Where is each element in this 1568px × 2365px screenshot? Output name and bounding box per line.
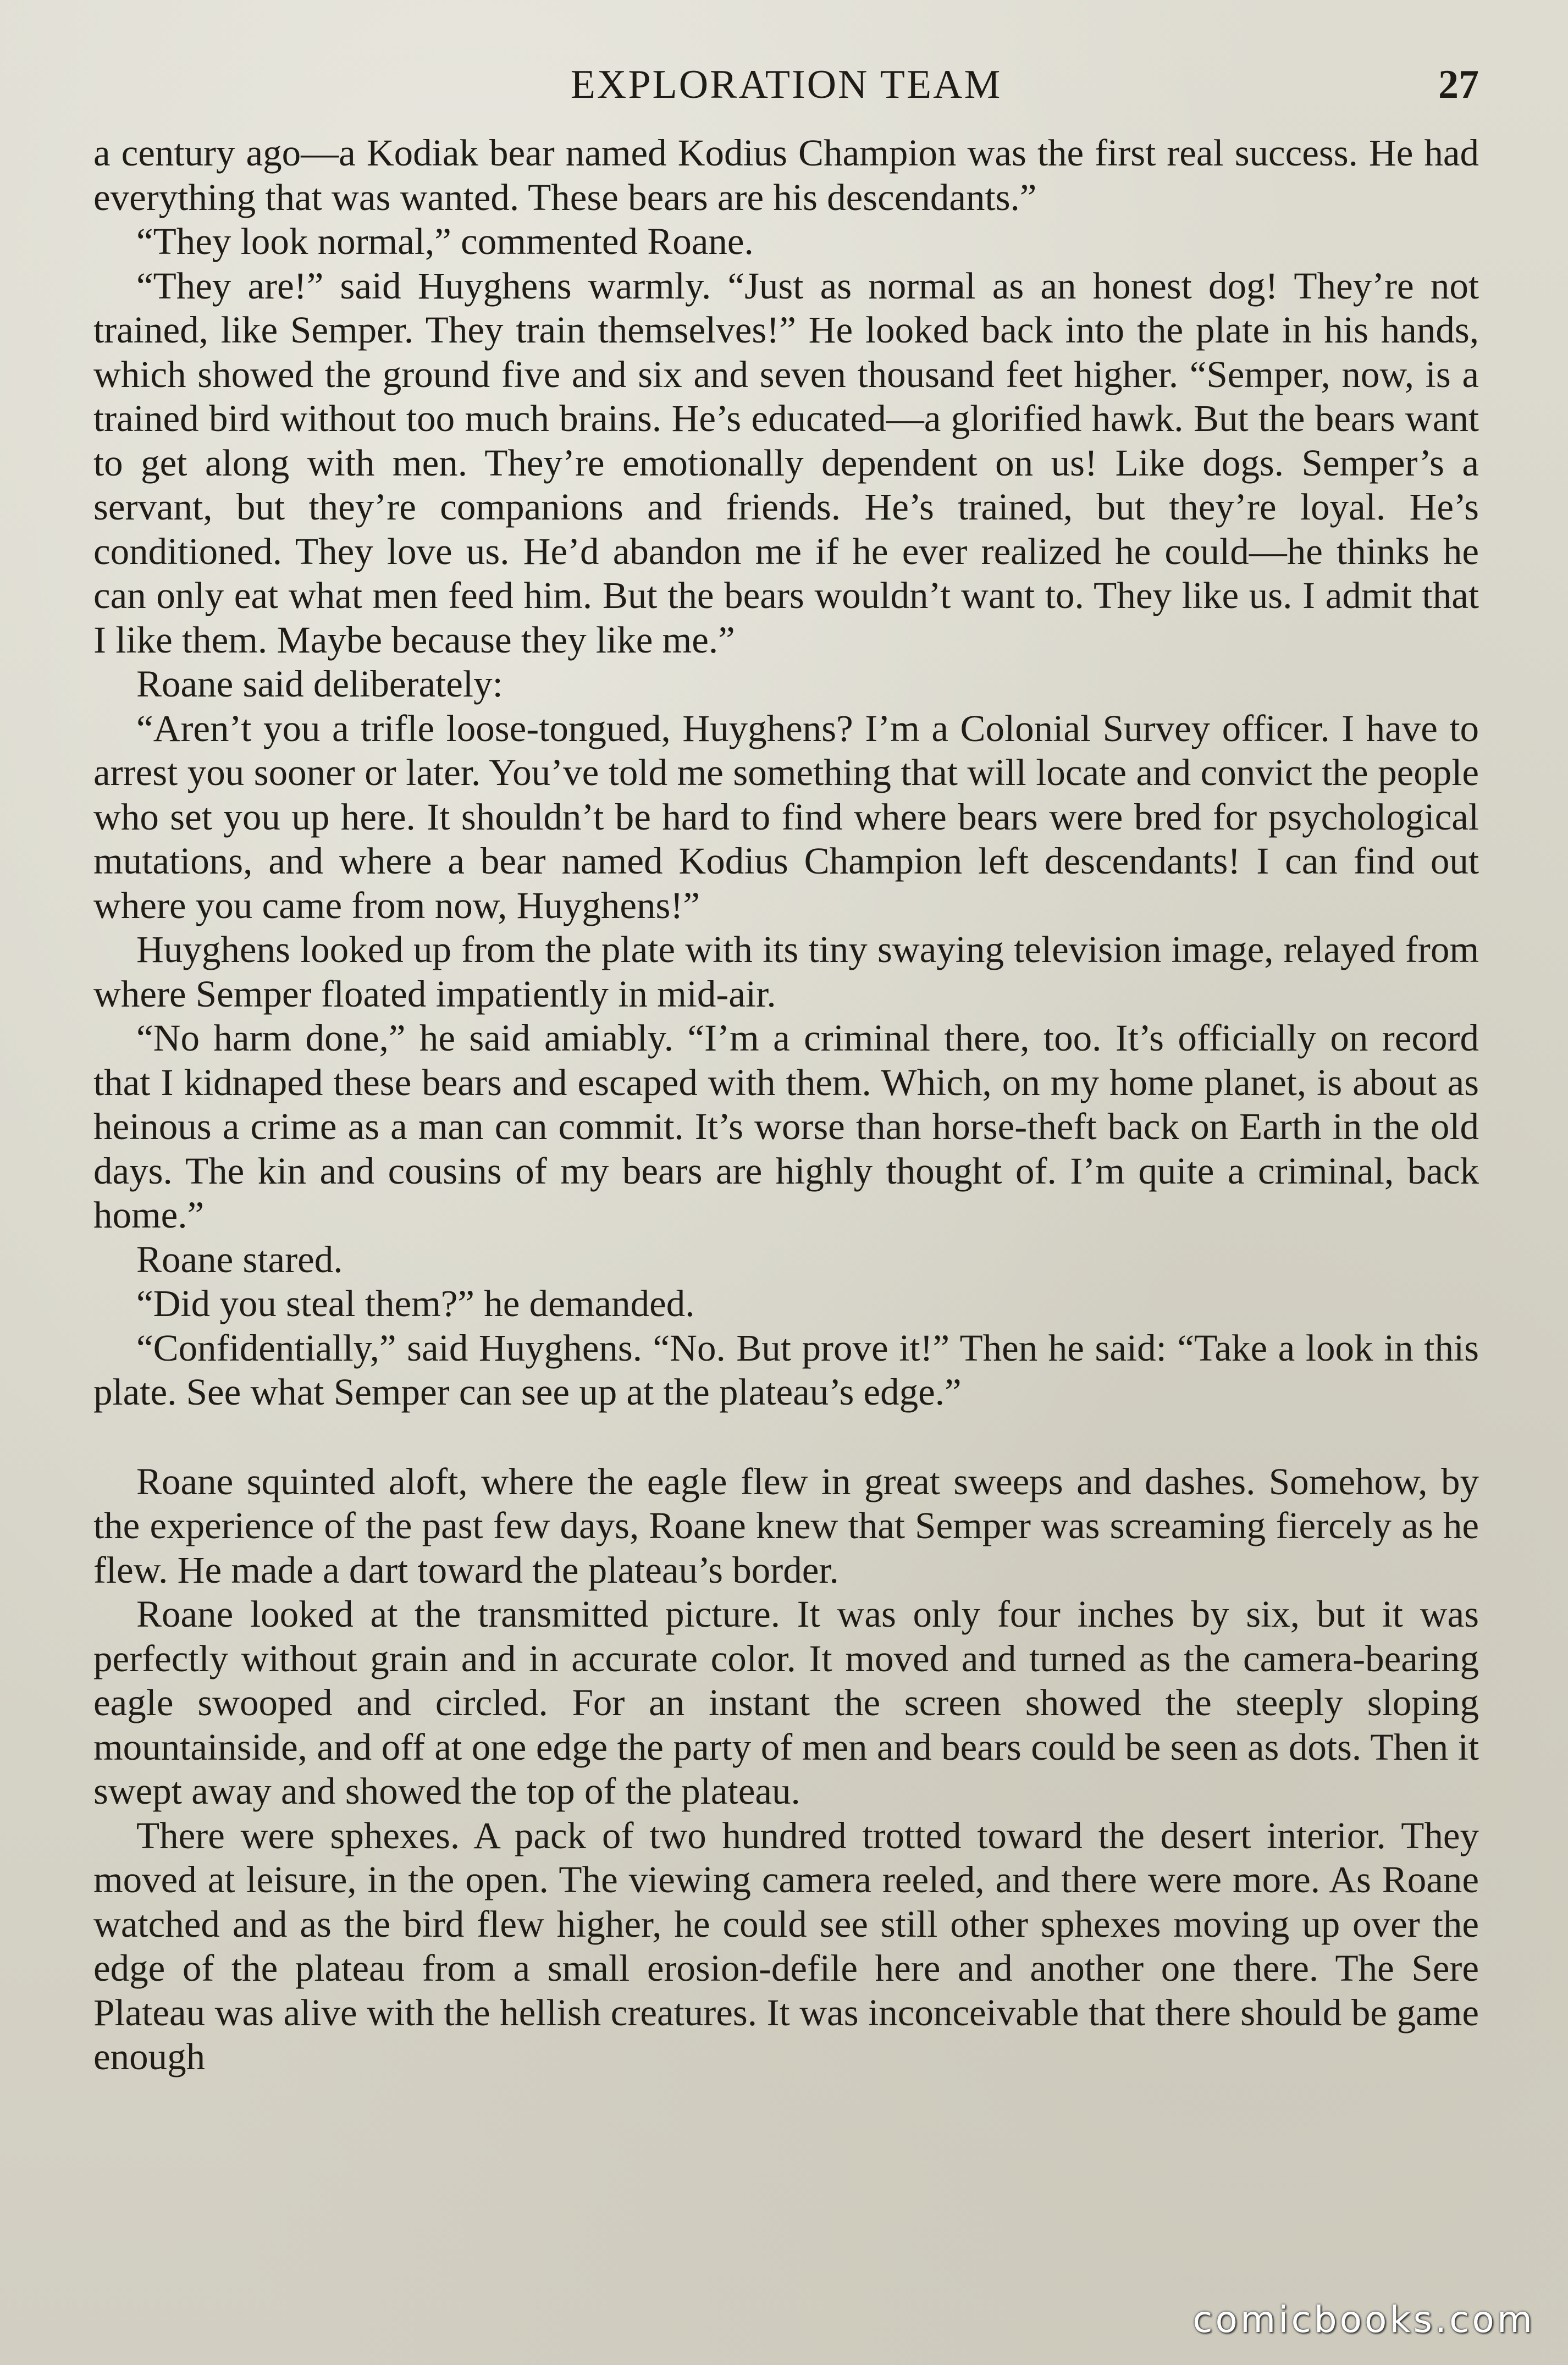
paragraph: Roane stared. <box>136 1238 343 1280</box>
section-break <box>93 1414 1479 1460</box>
paragraph: “Did you steal them?” he demanded. <box>136 1283 695 1324</box>
paragraph: Roane squinted aloft, where the eagle flew in great sweeps and dashes. Somehow, by the experience of the past few days, Roane knew that Semper was screaming fiercely as he flew. He made a dart toward the plateau’s border. <box>93 1460 1479 1591</box>
paragraph: a century ago—a Kodiak bear named Kodius Champion was the first real success. He had everything that was wanted. These bears are his descendants.” <box>93 132 1479 218</box>
paragraph: Huyghens looked up from the plate with its tiny swaying television image, relayed from where Semper floated impatiently in mid-air. <box>93 929 1479 1015</box>
running-head-title: EXPLORATION TEAM <box>570 62 1002 107</box>
paragraph: “They look normal,” commented Roane. <box>136 220 754 262</box>
site-watermark: comicbooks.com <box>1192 2298 1535 2341</box>
paragraph: Roane looked at the transmitted picture. It was only four inches by six, but it was perfectly without grain and in accurate color. It moved and turned as the camera-bearing eagle swooped and circled. For an instant the screen showed the steeply sloping mountainside, and off at one edge the party of men and bears could be seen as dots. Then it swept away and showed the top of the plateau. <box>93 1593 1479 1812</box>
paragraph: “Aren’t you a trifle loose-tongued, Huyghens? I’m a Colonial Survey officer. I have to arrest you sooner or later. You’ve told me something that will locate and convict the people who set you up here. It shouldn’t be hard to find where bears were bred for psychological mutations, and where a bear named Kodius Champion left descendants! I can find out where you came from now, Huyghens!” <box>93 707 1479 926</box>
paragraph: “Confidentially,” said Huyghens. “No. But prove it!” Then he said: “Take a look in this plate. See what Semper can see up at the plateau’s edge.” <box>93 1327 1479 1413</box>
paragraph: “They are!” said Huyghens warmly. “Just as normal as an honest dog! They’re not trained, like Semper. They train themselves!” He looked back into the plate in his hands, which showed the ground five and six and seven thousand feet higher. “Semper, now, is a trained bird without too much brains. He’s educated—a glorified hawk. But the bears want to get along with men. They’re emotionally dependent on us! Like dogs. Semper’s a servant, but they’re companions and friends. He’s trained, but they’re loyal. He’s conditioned. They love us. He’d abandon me if he ever realized he could—he thinks he can only eat what men feed him. But the bears wouldn’t want to. They like us. I admit that I like them. Maybe because they like me.” <box>93 264 1479 661</box>
page-header <box>93 57 1479 123</box>
paragraph: “No harm done,” he said amiably. “I’m a criminal there, too. It’s officially on record that I kidnaped these bears and escaped with them. Which, on my home planet, is about as heinous a crime as a man can commit. It’s worse than horse-theft back on Earth in the old days. The kin and cousins of my bears are highly thought of. I’m quite a criminal, back home.” <box>93 1017 1479 1236</box>
body-text <box>93 131 1479 2079</box>
paragraph: There were sphexes. A pack of two hundred trotted toward the desert interior. They moved at leisure, in the open. The viewing camera reeled, and there were more. As Roane watched and as the bird flew higher, he could see still other sphexes moving up over the edge of the plateau from a small erosion-defile here and another one there. The Sere Plateau was alive with the hellish creatures. It was inconceivable that there should be game enough <box>93 1814 1479 2077</box>
paragraph: Roane said deliberately: <box>136 663 503 705</box>
page-number: 27 <box>1438 62 1479 107</box>
